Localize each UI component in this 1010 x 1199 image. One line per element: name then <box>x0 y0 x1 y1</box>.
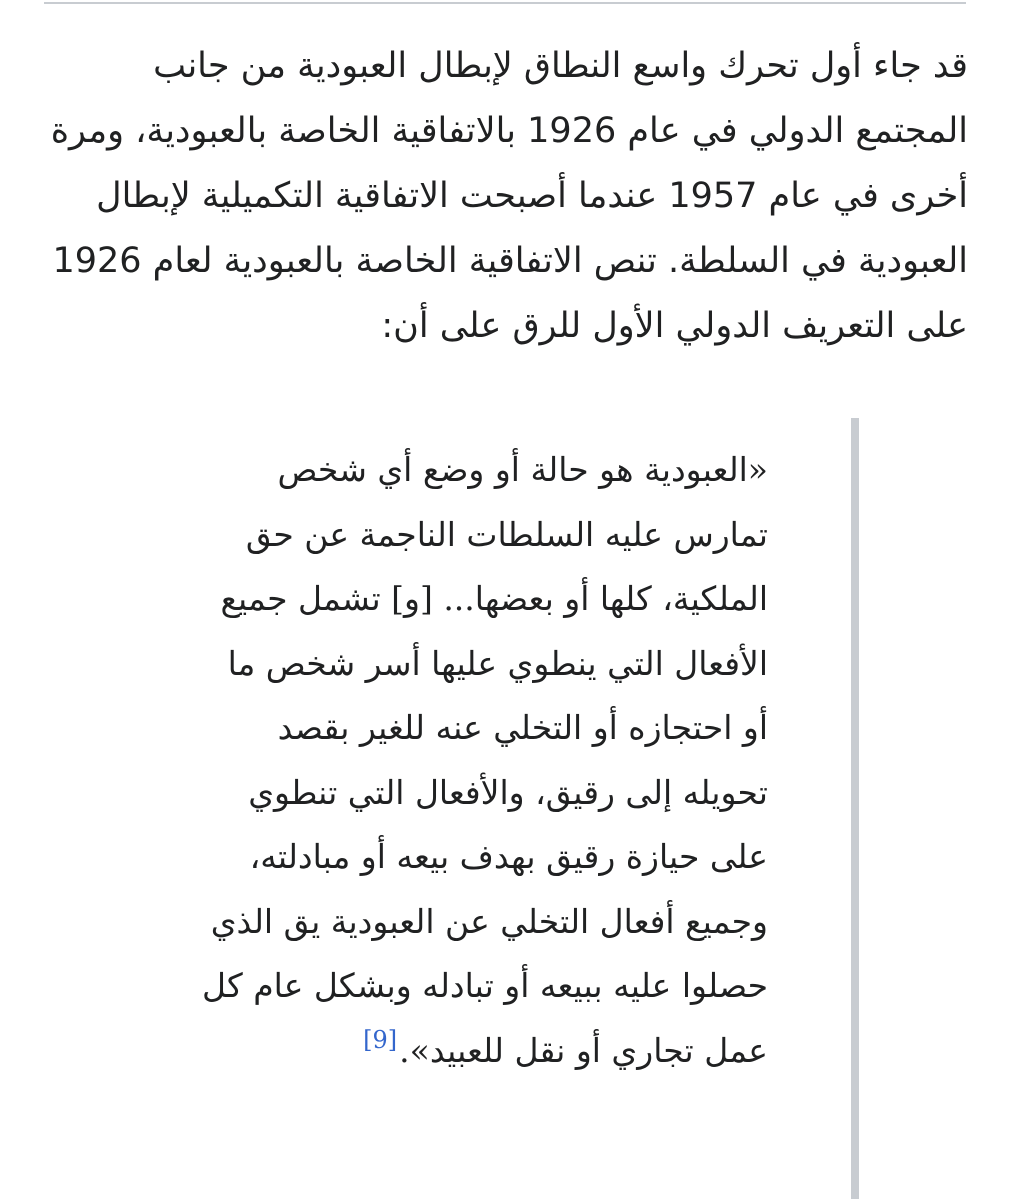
top-divider <box>44 2 966 4</box>
reference-link[interactable]: [9] <box>363 1025 398 1054</box>
blockquote <box>200 438 768 1083</box>
article-paragraph: قد جاء أول تحرك واسع النطاق لإبطال العبودية من جانب المجتمع الدولي في عام 1926 بالاتفاقية الخاصة بالعبودية، ومرة أخرى في عام 1957 عندما أصبحت الاتفاقية التكميلية لإبطال العبودية في السلطة. تنص الاتفاقية الخاصة بالعبودية لعام 1926 على التعريف الدولي الأول للرق على أن: <box>50 46 968 346</box>
blockquote-text: «العبودية هو حالة أو وضع أي شخص تمارس عليه السلطات الناجمة عن حق الملكية، كلها أو بعضها... [و] تشمل جميع الأفعال التي ينطوي عليها أسر شخص ما أو احتجازه أو التخلي عنه للغير بقصد تحويله إلى رقيق، والأفعال التي تنطوي على حيازة رقيق بهدف بيعه أو مبادلته، وجميع أفعال التخلي عن العبودية يق الذي حصلوا عليه ببيعه أو تبادله وبشكل عام كل عمل تجاري أو نقل للعبيد». <box>202 450 768 1070</box>
blockquote-border <box>851 418 859 1199</box>
